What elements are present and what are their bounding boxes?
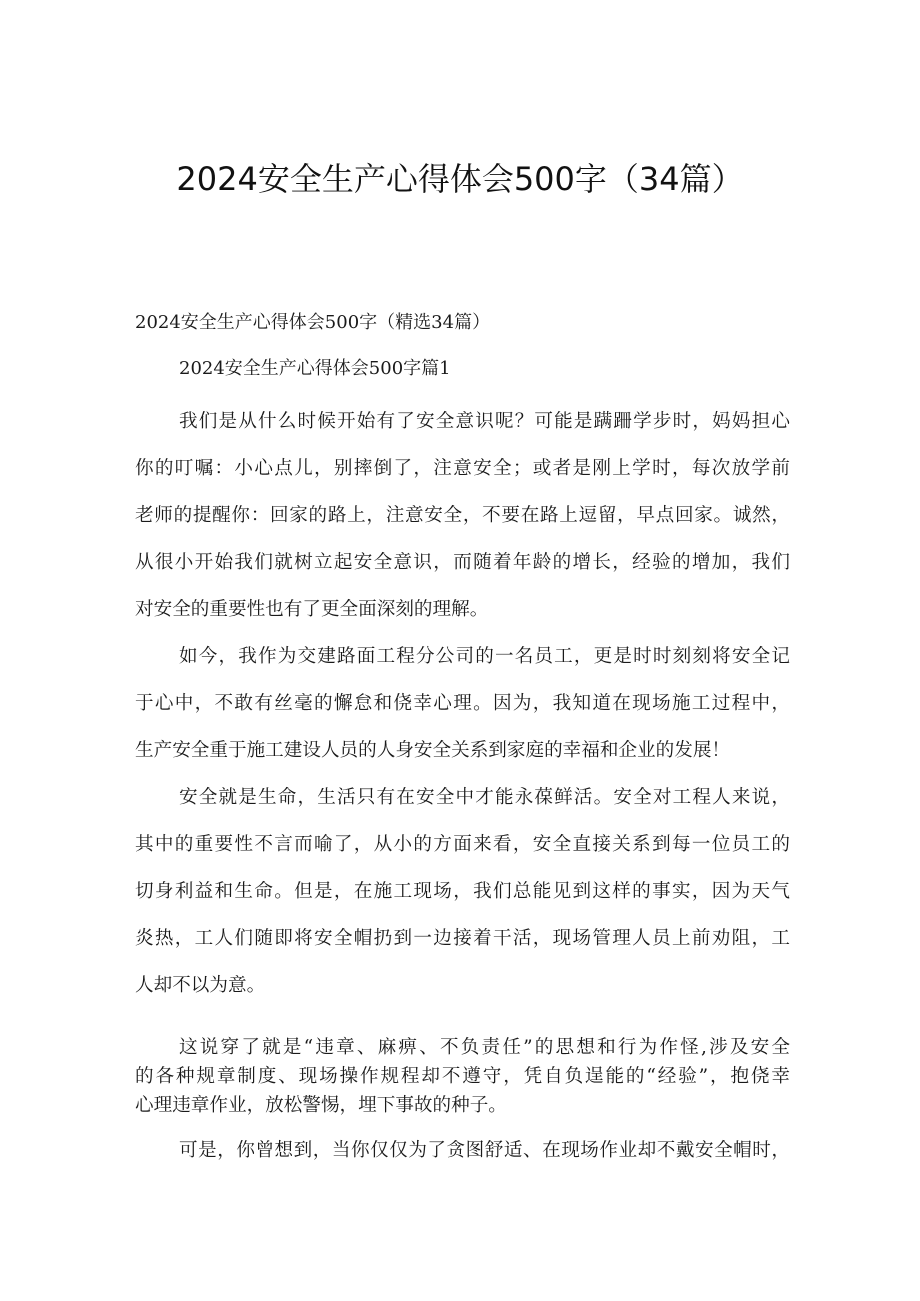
paragraph-line: 炎热，工人们随即将安全帽扔到一边接着干活，现场管理人员上前劝阻，工 [135, 928, 790, 949]
paragraph-line: 可是，你曾想到，当你仅仅为了贪图舒适、在现场作业却不戴安全帽时， [179, 1140, 790, 1161]
paragraph-line: 于心中，不敢有丝毫的懈怠和侥幸心理。因为，我知道在现场施工过程中， [135, 693, 790, 714]
paragraph-line: 安全就是生命，生活只有在安全中才能永葆鲜活。安全对工程人来说， [179, 787, 790, 808]
paragraph-4 [135, 1033, 790, 1120]
paragraph-line: 生产安全重于施工建设人员的人身安全关系到家庭的幸福和企业的发展！ [135, 740, 731, 761]
paragraph-line: 的各种规章制度、现场操作规程却不遵守，凭自负逞能的“经验”，抱侥幸 [135, 1066, 790, 1087]
paragraph-line: 老师的提醒你：回家的路上，注意安全，不要在路上逗留，早点回家。诚然， [135, 505, 790, 526]
paragraph-line: 人却不以为意。 [135, 975, 266, 996]
paragraph-line: 如今，我作为交建路面工程分公司的一名员工，更是时时刻刻将安全记 [179, 646, 790, 667]
paragraph-line: 你的叮嘱：小心点儿，别摔倒了，注意安全；或者是刚上学时，每次放学前 [135, 458, 790, 479]
paragraph-2 [135, 633, 790, 774]
paragraph-line: 其中的重要性不言而喻了，从小的方面来看，安全直接关系到每一位员工的 [135, 834, 790, 855]
paragraph-5 [135, 1127, 790, 1174]
paragraph-line: 这说穿了就是“违章、麻痹、不负责任”的思想和行为作怪,涉及安全 [179, 1037, 790, 1058]
paragraph-line: 心理违章作业，放松警惕，埋下事故的种子。 [135, 1095, 507, 1116]
paragraph-line: 对安全的重要性也有了更全面深刻的理解。 [135, 599, 489, 620]
paragraph-line: 从很小开始我们就树立起安全意识，而随着年龄的增长，经验的增加，我们 [135, 552, 790, 573]
document-title: 2024安全生产心得体会500字（34篇） [176, 160, 744, 198]
paragraph-line: 我们是从什么时候开始有了安全意识呢？可能是蹒跚学步时，妈妈担心 [179, 411, 790, 432]
paragraph-line: 切身利益和生命。但是，在施工现场，我们总能见到这样的事实，因为天气 [135, 881, 790, 902]
section-heading: 2024安全生产心得体会500字篇1 [179, 358, 451, 379]
document-subtitle: 2024安全生产心得体会500字（精选34篇） [135, 312, 491, 333]
paragraph-1 [135, 398, 790, 633]
paragraph-3 [135, 774, 790, 1009]
